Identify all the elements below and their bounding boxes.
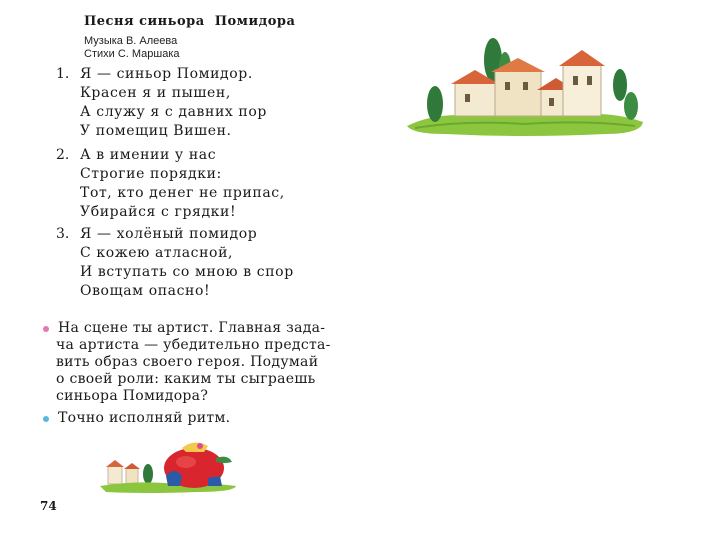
verse-line: С кожею атласной,: [80, 245, 234, 261]
song-title-part2: Помидора: [214, 14, 296, 29]
task-line: синьора Помидора?: [56, 388, 209, 404]
verse-number: 3.: [56, 226, 70, 242]
task-2: [58, 410, 230, 427]
task-line: ча артиста — убедительно предста-: [56, 337, 331, 353]
music-credit: Музыка В. Алеева: [84, 35, 178, 47]
verse-line: Я — синьор Помидор.: [80, 66, 253, 82]
verse-number: 1.: [56, 66, 70, 82]
verse-line: А в имении у нас: [80, 147, 217, 163]
verse-line: А служу я с давних пор: [80, 104, 267, 120]
blue-bullet-icon: [43, 416, 49, 422]
page-number: 74: [40, 499, 57, 513]
song-title: [84, 14, 295, 29]
verse-line: Я — холёный помидор: [80, 226, 258, 242]
task-line: вить образ своего героя. Подумай: [56, 354, 319, 370]
verse-line: Овощам опасно!: [80, 283, 211, 299]
task-line: Точно исполняй ритм.: [58, 410, 231, 426]
verse-line: У помещиц Вишен.: [80, 123, 232, 139]
task-1: [58, 320, 331, 405]
pink-bullet-icon: [43, 326, 49, 332]
verse-line: Тот, кто денег не припас,: [80, 185, 285, 201]
task-line: На сцене ты артист. Главная зада-: [58, 320, 326, 336]
verse-number: 2.: [56, 147, 70, 163]
verse-line: Убирайся с грядки!: [80, 204, 237, 220]
song-title-part1: Песня синьора: [84, 14, 205, 29]
verse-line: Красен я и пышен,: [80, 85, 231, 101]
verse-line: И вступать со мною в спор: [80, 264, 294, 280]
verse-line: Строгие порядки:: [80, 166, 222, 182]
tomato-character-icon: [96, 436, 246, 496]
lyrics-credit: Стихи С. Маршака: [84, 48, 180, 60]
task-line: о своей роли: каким ты сыграешь: [56, 371, 316, 387]
village-illustration-icon: [405, 30, 645, 140]
